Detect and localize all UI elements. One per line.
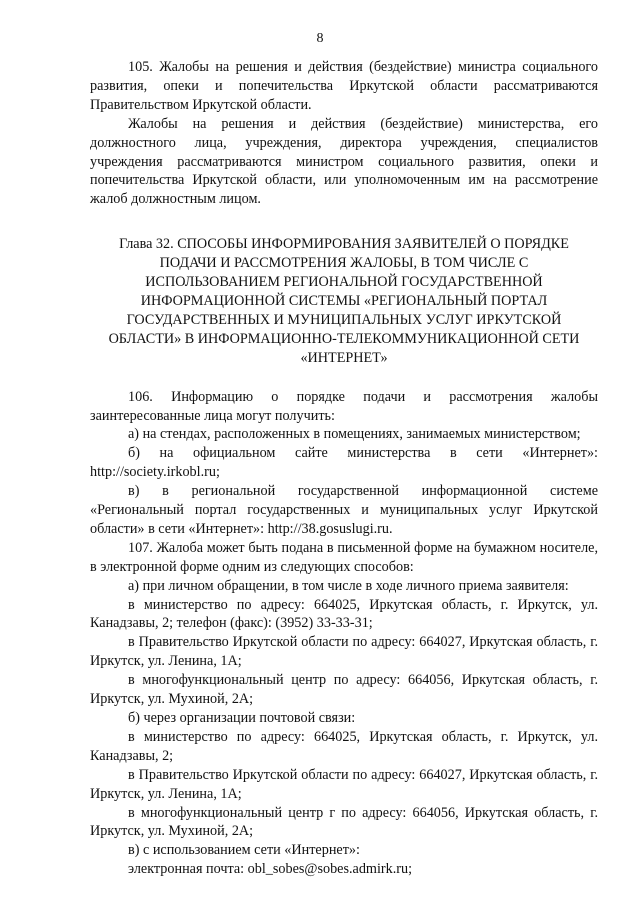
page-number: 8 xyxy=(316,31,324,46)
paragraph-106: 106. Информацию о порядке подачи и рассмотрения жалобы заинтересованные лица могут получить: xyxy=(90,388,598,424)
postal-address-government: в Правительство Иркутской области по адресу: 664027, Иркутская область, г. Иркутск, ул. Ленина, 1А; xyxy=(90,766,598,802)
email-line: электронная почта: obl_sobes@sobes.admirk.ru; xyxy=(128,861,413,878)
heading-line: «ИНТЕРНЕТ» xyxy=(300,349,388,366)
address-mfc: в многофункциональный центр по адресу: 664056, Иркутская область, г. Иркутск, ул. Мухиной, 2А; xyxy=(90,672,598,708)
document-content xyxy=(90,58,598,879)
heading-line: ИСПОЛЬЗОВАНИЕМ РЕГИОНАЛЬНОЙ ГОСУДАРСТВЕННОЙ xyxy=(145,274,543,291)
address-ministry: в министерство по адресу: 664025, Иркутская область, г. Иркутск, ул. Канадзавы, 2; телефон (факс): (3952) 33-33-31; xyxy=(90,596,598,632)
list-item-a: а) на стендах, расположенных в помещениях, занимаемых министерством; xyxy=(128,426,581,443)
list-item-v: в) в региональной государственной информационной системе «Региональный портал государственных и муниципальных услуг Иркутской области» в сети «Интернет»: http://38.gosuslugi.ru. xyxy=(90,483,598,537)
list-item-b-postal: б) через организации почтовой связи: xyxy=(128,710,356,726)
paragraph-105: 105. Жалобы на решения и действия (бездействие) министра социального развития, опеки и попечительства Иркутской области рассматриваются Правительством Иркутской области. xyxy=(90,59,598,113)
chapter-32-heading xyxy=(90,235,598,367)
heading-line: ПОДАЧИ И РАССМОТРЕНИЯ ЖАЛОБЫ, В ТОМ ЧИСЛЕ С xyxy=(159,255,529,272)
address-government: в Правительство Иркутской области по адресу: 664027, Иркутская область, г. Иркутск, ул. Ленина, 1А; xyxy=(90,634,598,670)
heading-line: ИНФОРМАЦИОННОЙ СИСТЕМЫ «РЕГИОНАЛЬНЫЙ ПОРТАЛ xyxy=(140,292,548,309)
heading-line: Глава 32. СПОСОБЫ ИНФОРМИРОВАНИЯ ЗАЯВИТЕЛЕЙ О ПОРЯДКЕ xyxy=(119,236,569,253)
list-item-a-personal: а) при личном обращении, в том числе в ходе личного приема заявителя: xyxy=(128,577,569,594)
paragraph-107: 107. Жалоба может быть подана в письменной форме на бумажном носителе, в электронной форме одним из следующих способов: xyxy=(90,539,598,575)
paragraph-105-continued: Жалобы на решения и действия (бездействие) министерства, его должностного лица, учреждения, директора учреждения, специалистов учреждения рассматриваются министром социального развития, опеки и попечительства Иркутской области, или уполномоченным им на рассмотрение жалоб должностным лицом. xyxy=(90,115,598,208)
list-item-v-internet: в) с использованием сети «Интернет»: xyxy=(128,842,360,859)
postal-address-ministry: в министерство по адресу: 664025, Иркутская область, г. Иркутск, ул. Канадзавы, 2; xyxy=(90,728,598,764)
postal-address-mfc: в многофункциональный центр г по адресу: 664056, Иркутская область, г. Иркутск, ул. Мухиной, 2А; xyxy=(90,804,598,840)
heading-line: ОБЛАСТИ» В ИНФОРМАЦИОННО-ТЕЛЕКОММУНИКАЦИОННОЙ СЕТИ xyxy=(108,330,580,347)
heading-line: ГОСУДАРСТВЕННЫХ И МУНИЦИПАЛЬНЫХ УСЛУГ ИРКУТСКОЙ xyxy=(126,311,562,328)
list-item-b: б) на официальном сайте министерства в сети «Интернет»: http://society.irkobl.ru; xyxy=(90,445,598,481)
